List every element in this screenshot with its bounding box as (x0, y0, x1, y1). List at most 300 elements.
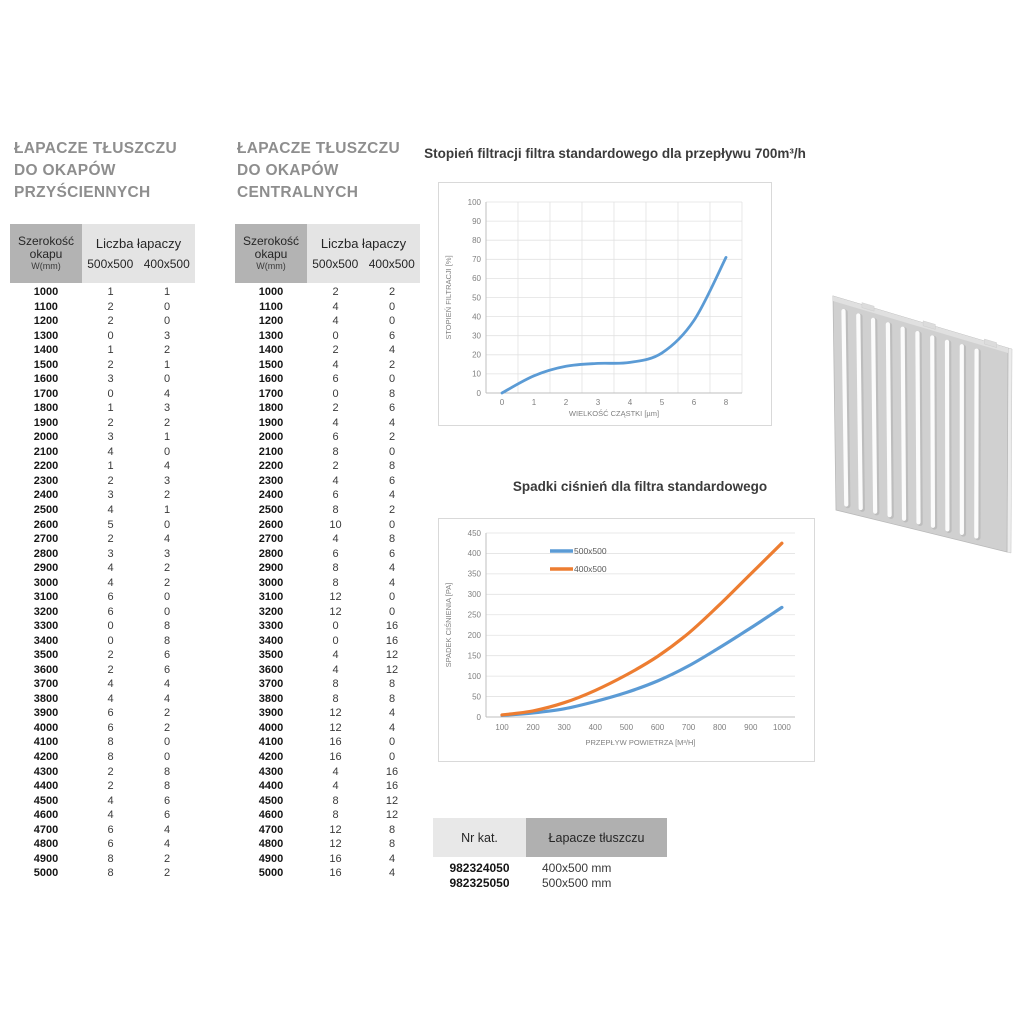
table-row (10, 430, 195, 445)
table-cell: 2 (107, 649, 114, 662)
table-cell: 2 (107, 474, 114, 487)
table-cell: 6 (388, 474, 396, 487)
table-row (10, 765, 195, 780)
table-cell: 12 (329, 591, 342, 604)
table-cell: 3600 (33, 663, 59, 676)
title-line: ŁAPACZE TŁUSZCZU (14, 140, 177, 157)
table-cell: 1600 (33, 373, 59, 386)
table-cell: 3500 (258, 649, 284, 662)
table-row (10, 823, 195, 838)
table-row (10, 401, 195, 416)
table-cell: 2 (163, 416, 171, 429)
table-cell: 4 (388, 562, 396, 575)
table-cell: 1 (107, 286, 114, 298)
table-cell: 6 (388, 547, 396, 560)
table-cell: 8 (332, 794, 339, 807)
pressure-chart-title: Spadki ciśnień dla filtra standardowego (512, 479, 768, 494)
table-cell: 8 (332, 503, 339, 516)
size-column-400x500: 400x500 (368, 257, 415, 271)
table-cell: 2 (163, 562, 171, 575)
table-cell: 2300 (258, 474, 284, 487)
table-cell: 0 (163, 373, 171, 386)
svg-text:500x500: 500x500 (574, 546, 607, 556)
svg-text:900: 900 (744, 723, 758, 732)
table-body (10, 285, 195, 881)
table-cell: 16 (329, 736, 342, 749)
svg-text:800: 800 (713, 723, 727, 732)
table-cell: 4600 (258, 809, 284, 822)
svg-text:350: 350 (467, 569, 481, 579)
table-row (235, 387, 420, 402)
table-cell: 3500 (33, 649, 59, 662)
table-row (235, 532, 420, 547)
table-cell: 4 (163, 678, 171, 691)
table-cell: 0 (388, 751, 396, 763)
table-cell: 1800 (258, 402, 284, 415)
table-row (10, 735, 195, 750)
svg-text:0: 0 (499, 398, 505, 407)
table-cell: 4 (332, 780, 339, 793)
table-row (10, 343, 195, 358)
section-title-wall-hoods (14, 138, 177, 204)
table-row (235, 416, 420, 431)
svg-text:100: 100 (495, 723, 509, 732)
table-cell: 2 (332, 286, 339, 298)
catalog-number-table (433, 818, 667, 891)
catalog-number-column-header: Nr kat. (433, 818, 526, 857)
table-cell: 0 (107, 329, 114, 342)
table-row (10, 576, 195, 591)
table-cell: 8 (163, 620, 171, 633)
title-line: DO OKAPÓW (237, 162, 339, 179)
table-cell: 3200 (33, 605, 59, 618)
svg-text:70: 70 (472, 255, 481, 265)
table-cell: 4400 (258, 780, 284, 793)
table-cell: 16 (385, 780, 399, 793)
table-cell: 1100 (34, 300, 58, 313)
table-cell: 8 (107, 751, 114, 763)
table-cell: 3 (163, 329, 171, 342)
table-row (235, 547, 420, 562)
table-body (235, 285, 420, 881)
table-cell: 4300 (258, 765, 284, 778)
table-cell: 0 (107, 387, 114, 400)
table-cell: 4100 (258, 736, 284, 749)
table-cell: 2900 (33, 562, 59, 575)
table-row (235, 663, 420, 678)
table-cell: 3900 (33, 707, 59, 720)
table-cell: 500x500 mm (542, 876, 612, 890)
table-cell: 4 (107, 503, 114, 516)
table-row (10, 329, 195, 344)
table-cell: 0 (107, 634, 114, 647)
table-row (235, 692, 420, 707)
table-row (10, 314, 195, 329)
table-row (10, 866, 195, 881)
size-column-400x500: 400x500 (143, 257, 190, 271)
table-cell: 3 (107, 431, 114, 444)
svg-text:10: 10 (472, 369, 481, 379)
table-cell: 6 (332, 431, 339, 444)
table-cell: 4 (332, 533, 339, 546)
svg-text:3: 3 (595, 398, 601, 407)
table-cell: 8 (388, 823, 396, 836)
catalog-header (433, 818, 667, 857)
table-cell: 2 (163, 344, 171, 357)
table-cell: 4 (163, 460, 171, 473)
svg-text:100: 100 (467, 197, 481, 207)
table-cell: 0 (332, 329, 339, 342)
table-cell: 0 (163, 518, 171, 531)
table-cell: 2 (107, 533, 114, 546)
table-cell: 8 (332, 692, 339, 705)
table-cell: 1500 (258, 358, 284, 371)
table-row (10, 358, 195, 373)
table-cell: 4 (332, 358, 339, 371)
table-cell: 6 (107, 838, 114, 851)
table-cell: 2 (107, 300, 114, 313)
table-cell: 6 (163, 649, 171, 662)
size-column-500x500: 500x500 (312, 257, 359, 271)
table-row (10, 808, 195, 823)
table-row (235, 750, 420, 765)
svg-text:2: 2 (563, 398, 569, 407)
grease-catcher-column-header: Łapacze tłuszczu (526, 818, 667, 857)
table-cell: 4400 (33, 780, 59, 793)
table-row (10, 387, 195, 402)
table-cell: 4 (107, 445, 114, 458)
table-header (235, 224, 420, 283)
table-cell: 3 (163, 547, 171, 560)
title-line: CENTRALNYCH (237, 184, 359, 201)
table-cell: 3 (163, 402, 171, 415)
table-row (10, 605, 195, 620)
table-cell: 1 (163, 286, 171, 298)
table-row (10, 648, 195, 663)
grease-filter-image (825, 215, 1024, 565)
table-row (10, 416, 195, 431)
table-cell: 0 (388, 736, 396, 749)
table-cell: 3 (107, 547, 114, 560)
table-cell: 0 (163, 605, 171, 618)
table-cell: 8 (332, 809, 339, 822)
title-line: PRZYŚCIENNYCH (14, 184, 151, 201)
table-cell: 4 (107, 576, 114, 589)
table-cell: 982325050 (449, 876, 510, 890)
table-cell: 6 (163, 794, 171, 807)
table-cell: 1 (107, 344, 114, 357)
table-cell: 16 (329, 751, 342, 763)
table-cell: 12 (329, 838, 342, 851)
table-cell: 4 (332, 474, 339, 487)
table-row (10, 619, 195, 634)
table-cell: 3600 (258, 663, 284, 676)
table-cell: 6 (107, 707, 114, 720)
table-cell: 4 (163, 533, 171, 546)
table-cell: 6 (107, 605, 114, 618)
table-row (10, 837, 195, 852)
table-cell: 1800 (33, 402, 59, 415)
svg-text:5: 5 (659, 398, 665, 407)
table-cell: 2200 (33, 460, 59, 473)
table-cell: 2 (107, 663, 114, 676)
catalog-body (433, 861, 667, 891)
table-cell: 6 (332, 373, 339, 386)
table-cell: 0 (332, 634, 339, 647)
table-cell: 1700 (258, 387, 284, 400)
title-line: ŁAPACZE TŁUSZCZU (237, 140, 400, 157)
svg-text:40: 40 (472, 312, 481, 322)
table-cell: 3700 (258, 678, 284, 691)
table-cell: 4700 (33, 823, 59, 836)
table-row (10, 300, 195, 315)
table-cell: 4 (163, 387, 171, 400)
table-cell: 6 (332, 489, 339, 502)
table-cell: 12 (329, 823, 342, 836)
svg-text:50: 50 (472, 692, 481, 702)
table-cell: 4 (332, 649, 339, 662)
table-row (235, 401, 420, 416)
table-cell: 1300 (258, 329, 284, 342)
svg-text:400: 400 (467, 549, 481, 559)
table-row (235, 503, 420, 518)
table-cell: 8 (107, 852, 114, 865)
table-cell: 4500 (33, 794, 59, 807)
table-cell: 6 (107, 591, 114, 604)
table-cell: 4 (107, 809, 114, 822)
svg-text:4: 4 (627, 398, 633, 407)
table-cell: 8 (163, 765, 171, 778)
svg-text:PRZEPŁYW POWIETRZA [M³/H]: PRZEPŁYW POWIETRZA [M³/H] (585, 738, 696, 747)
table-cell: 0 (388, 315, 396, 328)
table-cell: 3 (107, 373, 114, 386)
table-cell: 3200 (258, 605, 284, 618)
table-row (235, 372, 420, 387)
central-hoods-table (235, 224, 420, 881)
table-cell: 4 (107, 794, 114, 807)
table-row (235, 445, 420, 460)
table-cell: 3 (107, 489, 114, 502)
table-cell: 8 (388, 678, 396, 691)
catcher-count-header: Liczba łapaczy 500x500 400x500 (82, 224, 195, 283)
table-cell: 2 (388, 503, 396, 516)
table-cell: 2300 (33, 474, 59, 487)
table-cell: 4 (388, 721, 396, 734)
table-cell: 5 (107, 518, 114, 531)
table-cell: 2400 (33, 489, 59, 502)
table-cell: 2 (163, 489, 171, 502)
table-cell: 4 (388, 344, 396, 357)
svg-text:SPADEK CIŚNIENIA [PA]: SPADEK CIŚNIENIA [PA] (444, 582, 453, 668)
table-row (235, 735, 420, 750)
table-cell: 1000 (258, 286, 284, 298)
table-cell: 4800 (258, 838, 284, 851)
table-cell: 1 (107, 460, 114, 473)
table-row (10, 706, 195, 721)
table-cell: 8 (388, 838, 396, 851)
table-row (235, 677, 420, 692)
table-row (235, 343, 420, 358)
table-row (433, 861, 667, 876)
table-cell: 2600 (33, 518, 59, 531)
table-row (10, 692, 195, 707)
table-cell: 0 (388, 445, 396, 458)
table-cell: 4600 (33, 809, 59, 822)
table-row (235, 605, 420, 620)
table-row (10, 518, 195, 533)
table-cell: 4700 (258, 823, 284, 836)
table-cell: 6 (332, 547, 339, 560)
table-cell: 2 (388, 431, 396, 444)
table-cell: 3100 (33, 591, 59, 604)
table-cell: 12 (385, 663, 399, 676)
table-cell: 2700 (258, 533, 284, 546)
table-cell: 8 (388, 387, 396, 400)
table-cell: 2500 (258, 503, 284, 516)
table-row (10, 852, 195, 867)
table-row (10, 445, 195, 460)
table-cell: 1400 (33, 344, 59, 357)
table-cell: 2 (388, 358, 396, 371)
table-row (235, 285, 420, 300)
table-cell: 6 (107, 823, 114, 836)
table-row (10, 474, 195, 489)
table-row (10, 779, 195, 794)
table-cell: 3100 (258, 591, 284, 604)
table-cell: 2 (107, 358, 114, 371)
table-cell: 3000 (33, 576, 59, 589)
table-row (10, 677, 195, 692)
table-cell: 4200 (33, 751, 59, 763)
svg-text:450: 450 (467, 528, 481, 538)
table-cell: 4 (388, 416, 396, 429)
table-row (10, 503, 195, 518)
svg-text:150: 150 (467, 651, 481, 661)
table-cell: 2 (332, 402, 339, 415)
table-cell: 0 (332, 387, 339, 400)
svg-text:400x500: 400x500 (574, 564, 607, 574)
table-cell: 2 (332, 460, 339, 473)
svg-text:100: 100 (467, 671, 481, 681)
table-cell: 2 (107, 315, 114, 328)
table-row (10, 561, 195, 576)
table-row (235, 648, 420, 663)
table-row (235, 488, 420, 503)
table-row (235, 358, 420, 373)
svg-text:60: 60 (472, 274, 481, 284)
svg-text:600: 600 (650, 723, 665, 732)
table-cell: 0 (163, 300, 171, 313)
table-cell: 4 (332, 315, 339, 328)
table-cell: 1500 (33, 358, 59, 371)
table-cell: 4 (388, 489, 396, 502)
svg-text:WIELKOŚĆ CZĄSTKI [µm]: WIELKOŚĆ CZĄSTKI [µm] (568, 409, 660, 418)
table-cell: 2400 (258, 489, 284, 502)
table-row (235, 329, 420, 344)
table-row (235, 459, 420, 474)
svg-text:STOPIEŃ FILTRACJI [%]: STOPIEŃ FILTRACJI [%] (444, 255, 453, 340)
table-cell: 5000 (258, 867, 284, 880)
table-row (235, 794, 420, 809)
table-cell: 2800 (33, 547, 59, 560)
svg-text:0: 0 (476, 712, 481, 722)
table-cell: 4 (388, 867, 396, 880)
table-cell: 6 (388, 329, 396, 342)
table-cell: 2 (163, 867, 171, 880)
table-cell: 4 (163, 838, 171, 851)
table-row (235, 721, 420, 736)
table-row (235, 430, 420, 445)
table-row (235, 300, 420, 315)
table-cell: 1 (163, 431, 171, 444)
table-cell: 4 (332, 663, 339, 676)
table-row (235, 765, 420, 780)
table-cell: 2 (107, 765, 114, 778)
table-cell: 2500 (33, 503, 59, 516)
table-cell: 8 (107, 867, 114, 880)
table-cell: 8 (332, 562, 339, 575)
table-cell: 8 (388, 692, 396, 705)
table-cell: 3 (163, 474, 171, 487)
table-cell: 8 (163, 634, 171, 647)
table-row (10, 721, 195, 736)
table-cell: 0 (388, 373, 396, 386)
table-cell: 3700 (33, 678, 59, 691)
table-cell: 8 (388, 533, 396, 546)
table-cell: 12 (329, 707, 342, 720)
table-cell: 1300 (33, 329, 59, 342)
table-row (10, 634, 195, 649)
catcher-count-header: Liczba łapaczy 500x500 400x500 (307, 224, 420, 283)
table-cell: 4000 (33, 721, 59, 734)
table-cell: 4 (163, 823, 171, 836)
table-cell: 12 (329, 721, 342, 734)
table-cell: 1 (163, 358, 171, 371)
table-cell: 12 (385, 809, 399, 822)
table-cell: 4 (107, 692, 114, 705)
table-cell: 4500 (258, 794, 284, 807)
table-cell: 1900 (33, 416, 59, 429)
table-cell: 3400 (258, 634, 284, 647)
table-row (10, 547, 195, 562)
title-line: DO OKAPÓW (14, 162, 116, 179)
svg-text:300: 300 (467, 590, 481, 600)
table-cell: 2700 (33, 533, 59, 546)
table-header (10, 224, 195, 283)
filtration-chart (438, 182, 772, 426)
table-cell: 4 (388, 852, 396, 865)
size-column-500x500: 500x500 (87, 257, 134, 271)
table-row (10, 285, 195, 300)
table-cell: 1700 (33, 387, 59, 400)
hood-width-header: Szerokość okapu W(mm) (235, 224, 307, 283)
table-cell: 2800 (258, 547, 284, 560)
section-title-central-hoods (237, 138, 400, 204)
table-row (235, 590, 420, 605)
svg-text:500: 500 (619, 723, 634, 732)
table-cell: 4200 (258, 751, 284, 763)
svg-text:400: 400 (588, 723, 602, 732)
svg-text:200: 200 (526, 723, 540, 732)
table-row (235, 314, 420, 329)
table-cell: 6 (107, 721, 114, 734)
table-row (10, 663, 195, 678)
table-cell: 1100 (259, 300, 283, 313)
table-row (10, 488, 195, 503)
table-cell: 0 (163, 751, 171, 763)
table-cell: 4100 (33, 736, 59, 749)
svg-text:200: 200 (467, 631, 481, 641)
